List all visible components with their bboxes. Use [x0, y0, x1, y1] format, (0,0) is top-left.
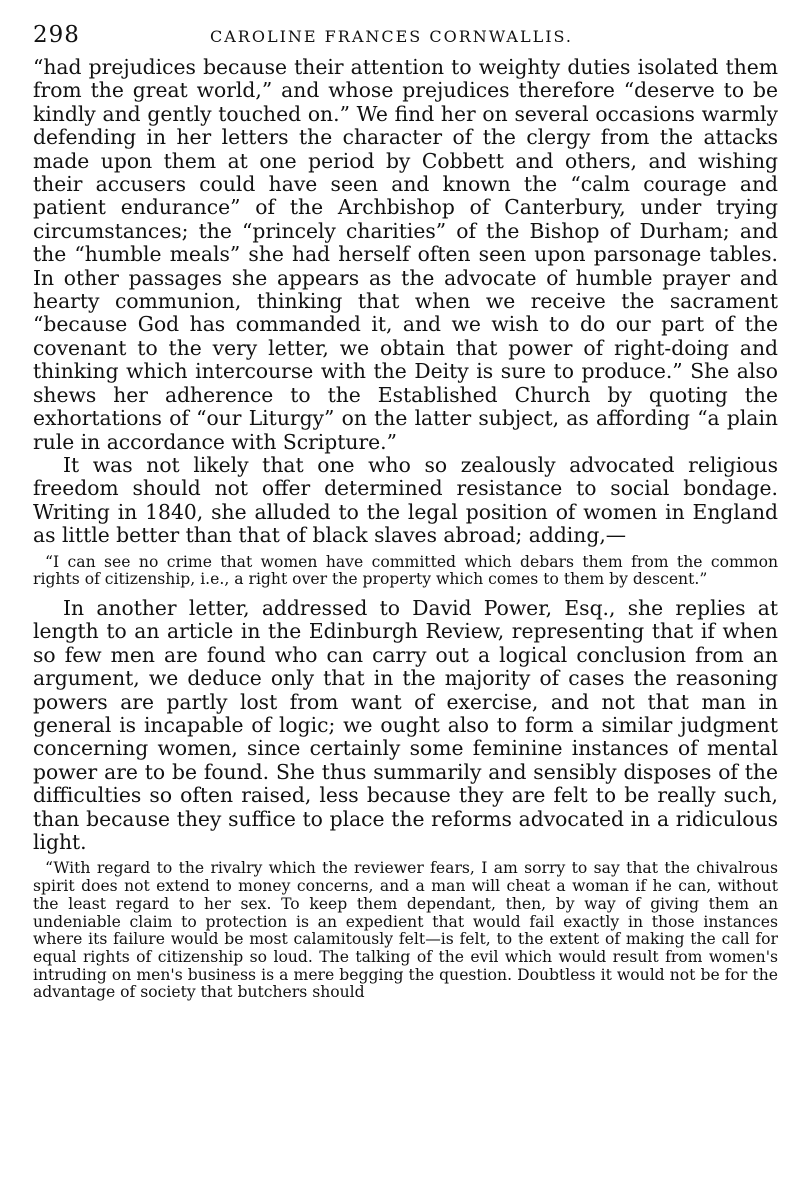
running-title: CAROLINE FRANCES CORNWALLIS.: [210, 27, 573, 46]
main-text: [33, 56, 778, 548]
quote-text: “I can see no crime that women have committed which debars them from the common rights of citizenship, i.e., a right over the property which comes to them by descent.”: [33, 552, 778, 589]
block-quote-citizenship: [33, 554, 778, 589]
book-page: [33, 22, 778, 1187]
paragraph-edinburgh-review: In another letter, addressed to David Power, Esq., she replies at length to an article in the Edinburgh Review, representing that if when so few men are found who can carry out a logical conclusion from an argument, we deduce only that in the majority of cases the reasoning powers are partly lost from want of exercise, and not that man in general is incapable of logic; we ought also to form a similar judgment concerning women, since certainly some feminine instances of mental power are to be found. She thus summarily and sensibly disposes of the difficulties so often raised, less because they are felt to be really such, than because they suffice to place the reforms advocated in a ridiculous light.: [33, 595, 778, 854]
running-head: [33, 22, 778, 56]
page-number: 298: [33, 22, 80, 48]
paragraph-social-bondage: It was not likely that one who so zealously advocated religious freedom should not offer determined resistance to social bondage. Writing in 1840, she alluded to the legal position of women in England as little better than that of black slaves abroad; adding,—: [33, 452, 778, 548]
quote-text: “With regard to the rivalry which the reviewer fears, I am sorry to say that the chivalrous spirit does not extend to money concerns, and a man will cheat a woman if he can, without the least regard to her sex. To keep them dependant, then, by way of giving them an undeniable claim to protection is an expedient that would fail exactly in those instances where its failure would be most calamitously felt—is felt, to the extent of making the call for equal rights of citizenship so loud. The talking of the evil which would result from women's intruding on men's business is a mere begging the question. Doubtless it would not be for the advantage of society that butchers should: [33, 859, 778, 1002]
block-quote-rivalry: [33, 860, 778, 1002]
main-text-continued: [33, 597, 778, 854]
paragraph-continuation: “had prejudices because their attention to weighty duties isolated them from the great world,” and whose prejudices therefore “deserve to be kindly and gently touched on.” We find her on several occasions warmly defending in her letters the character of the clergy from the attacks made upon them at one period by Cobbett and others, and wishing their accusers could have seen and known the “calm courage and patient endurance” of the Archbishop of Canterbury, under trying circumstances; the “princely charities” of the Bishop of Durham; and the “humble meals” she had herself often seen upon parsonage tables. In other passages she appears as the advocate of humble prayer and hearty communion, thinking that when we receive the sacrament “because God has commanded it, and we wish to do our part of the covenant to the very letter, we obtain that power of right-doing and thinking which intercourse with the Deity is sure to produce.” She also shews her adherence to the Established Church by quoting the exhortations of “our Liturgy” on the latter subject, as affording “a plain rule in accordance with Scripture.”: [33, 55, 778, 454]
